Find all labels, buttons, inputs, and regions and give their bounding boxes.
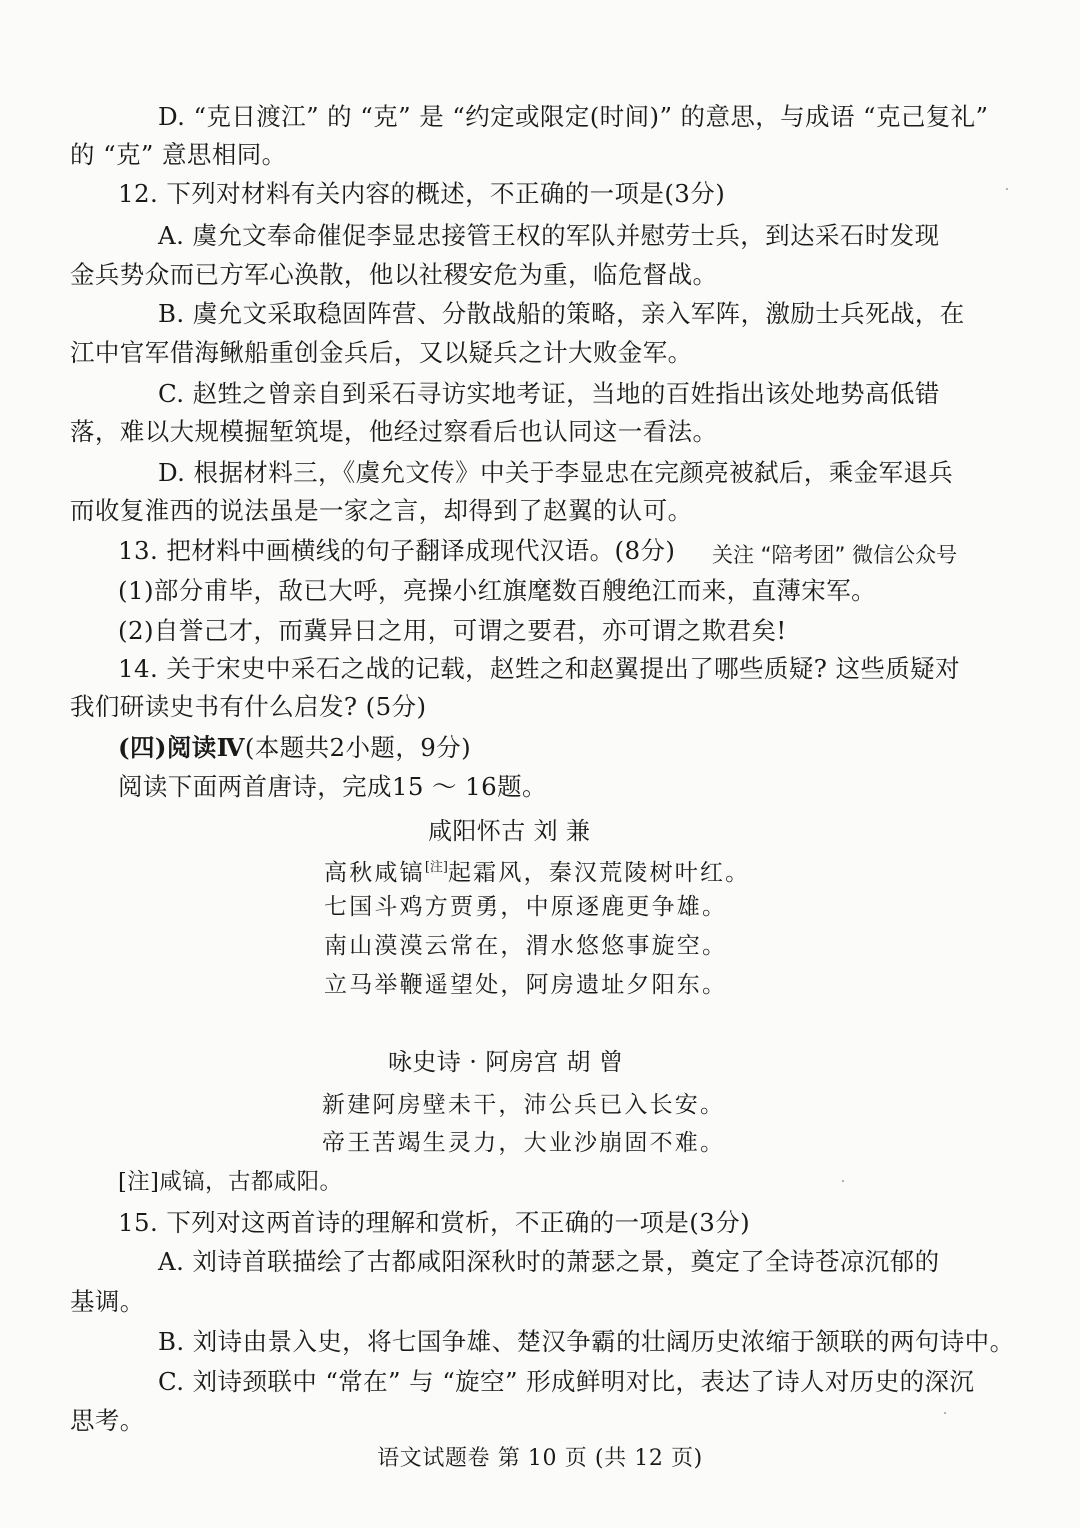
q15-option-c-cont: 思考。 [70,1406,145,1435]
poem-1-line-1a: 高秋咸镐 [324,860,425,886]
question-15: 15. 下列对这两首诗的理解和赏析，不正确的一项是(3分) [118,1208,751,1237]
poem-1-line-1 [324,851,750,890]
scan-speck [1006,188,1008,190]
poem-1-line-2: 七国斗鸡方贾勇，中原逐鹿更争雄。 [324,894,728,920]
q12-option-b: B. 虞允文采取稳固阵营、分散战船的策略，亲入军阵，激励士兵死战，在 [158,299,965,328]
section-heading [118,731,471,765]
q15-option-a-cont: 基调。 [70,1287,145,1316]
footnote-marker: [注] [424,860,448,875]
poem-1-line-3: 南山漠漠云常在，渭水悠悠事旋空。 [324,933,728,959]
poem-1-line-1b: 起霜风，秦汉荒陵树叶红。 [447,860,751,886]
q15-option-c: C. 刘诗颈联中 “常在” 与 “旋空” 形成鲜明对比，表达了诗人对历史的深沉 [158,1367,975,1396]
section-heading-note: (本题共2小题，9分) [244,733,472,762]
poem-1-title: 咸阳怀古 刘 兼 [428,817,591,845]
q12-option-c: C. 赵甡之曾亲自到采石寻访实地考证，当地的百姓指出该处地势高低错 [158,379,940,408]
q15-option-a: A. 刘诗首联描绘了古都咸阳深秋时的萧瑟之景，奠定了全诗苍凉沉郁的 [158,1247,940,1276]
q12-option-a: A. 虞允文奉命催促李显忠接管王权的军队并慰劳士兵，到达采石时发现 [158,221,940,250]
poem-2-line-2: 帝王苦竭生灵力，大业沙崩固不难。 [322,1130,726,1156]
question-14: 14. 关于宋史中采石之战的记载，赵甡之和赵翼提出了哪些质疑? 这些质疑对 [118,654,960,683]
wechat-notice: 关注 “陪考团” 微信公众号 [712,543,958,567]
q12-option-c-cont: 落，难以大规模掘堑筑堤，他经过察看后也认同这一看法。 [70,417,718,446]
option-d-text-cont: 的 “克” 意思相同。 [70,140,287,169]
q12-option-b-cont: 江中官军借海鳅船重创金兵后，又以疑兵之计大败金军。 [70,338,693,367]
q13-sentence-2: (2)自誉己才，而冀异日之用，可谓之要君，亦可谓之欺君矣! [118,616,787,645]
q12-option-d: D. 根据材料三，《虞允文传》中关于李显忠在完颜亮被弑后，乘金军退兵 [158,458,954,487]
question-14-cont: 我们研读史书有什么启发? (5分) [70,692,427,721]
reading-instruction: 阅读下面两首唐诗，完成15 ～ 16题。 [118,772,547,801]
page-footer: 语文试题卷 第 10 页 (共 12 页) [377,1446,703,1471]
poem-2-line-1: 新建阿房壁未干，沛公兵已入长安。 [322,1092,726,1118]
option-d-text: D. “克日渡江” 的 “克” 是 “约定或限定(时间)” 的意思，与成语 “克己复礼” [158,102,989,131]
q12-option-a-cont: 金兵势众而已方军心涣散，他以社稷安危为重，临危督战。 [70,260,718,289]
question-13: 13. 把材料中画横线的句子翻译成现代汉语。(8分) [118,536,676,565]
section-heading-title: (四)阅读Ⅳ [118,733,245,762]
poem-1-line-4: 立马举鞭遥望处，阿房遗址夕阳东。 [324,972,728,998]
poem-footnote: [注]咸镐，古都咸阳。 [118,1169,343,1195]
poem-2-title: 咏史诗 · 阿房宫 胡 曾 [388,1048,624,1076]
q15-option-b: B. 刘诗由景入史，将七国争雄、楚汉争霸的壮阔历史浓缩于颔联的两句诗中。 [158,1327,1015,1356]
scan-speck [842,1180,844,1182]
question-12: 12. 下列对材料有关内容的概述，不正确的一项是(3分) [118,179,726,208]
q12-option-d-cont: 而收复淮西的说法虽是一家之言，却得到了赵翼的认可。 [70,496,693,525]
q13-sentence-1: (1)部分甫毕，敌已大呼，亮操小红旗麾数百艘绝江而来，直薄宋军。 [118,576,877,605]
scan-speck [944,1412,946,1414]
